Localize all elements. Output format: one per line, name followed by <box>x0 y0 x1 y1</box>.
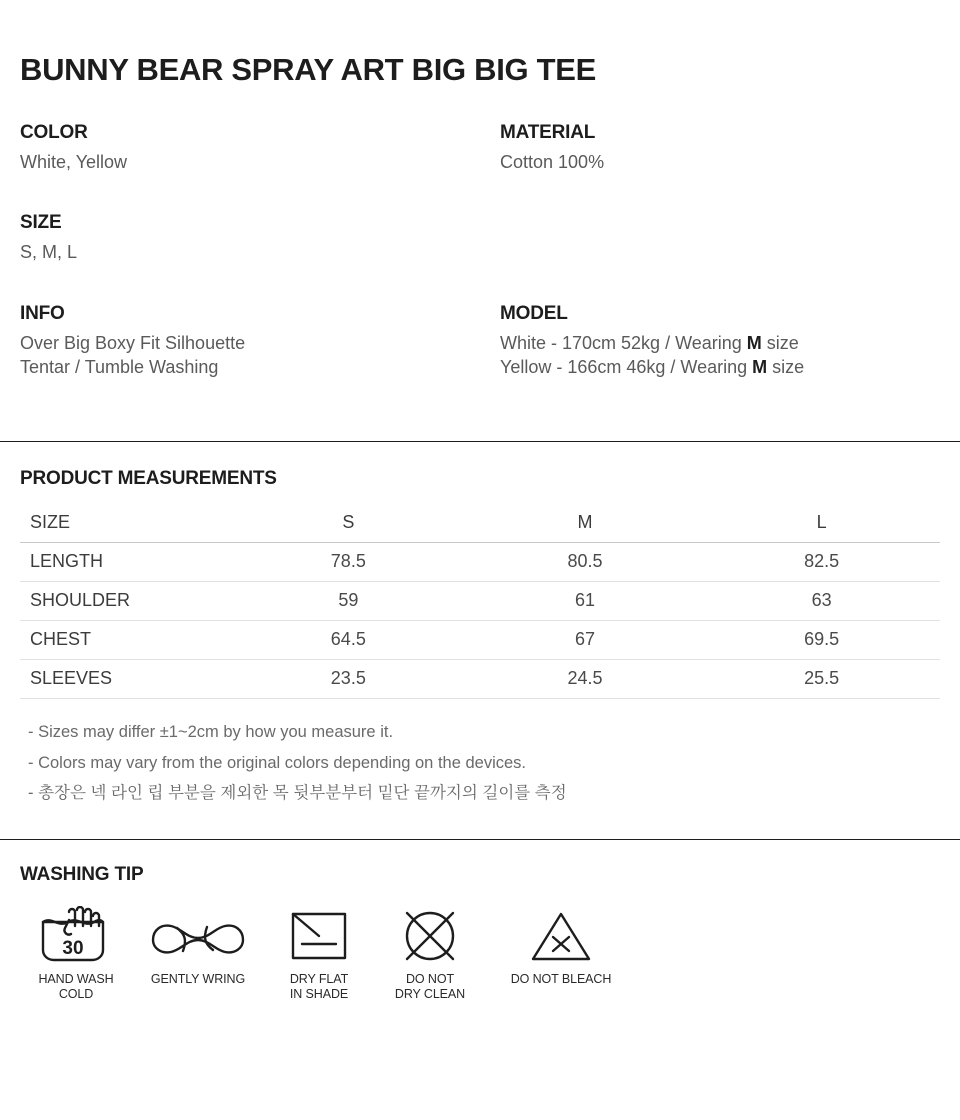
table-row <box>20 582 940 621</box>
spec-info-line-1: Over Big Boxy Fit Silhouette <box>20 332 246 353</box>
washing-item-hand-wash <box>20 904 132 1003</box>
washing-item-caption <box>132 972 264 988</box>
cell-sleeves-m: 24.5 <box>467 660 704 699</box>
spacer <box>20 840 940 864</box>
measurement-notes <box>20 717 940 809</box>
cell-length-s: 78.5 <box>230 543 467 582</box>
hand-wash-temperature: 30 <box>62 937 84 959</box>
model-yellow-size: M <box>752 356 768 377</box>
table-header-row <box>20 504 940 543</box>
model-white-pre: White - 170cm 52kg / Wearing <box>500 332 747 353</box>
model-white-post: size <box>761 332 799 353</box>
measurements-table-head <box>20 504 940 543</box>
table-row <box>20 543 940 582</box>
caption-line-2: DRY CLEAN <box>394 987 466 1002</box>
row-label-length: LENGTH <box>20 543 230 582</box>
spec-empty <box>500 212 940 264</box>
caption-line-1: GENTLY WRING <box>150 971 246 986</box>
cell-chest-l: 69.5 <box>703 621 940 660</box>
spec-material-value: Cotton 100% <box>500 152 605 172</box>
column-header-s: S <box>230 504 467 543</box>
spacer <box>20 265 500 303</box>
washing-item-caption <box>374 972 486 1003</box>
spec-material <box>500 122 940 174</box>
do-not-bleach-icon <box>486 904 636 968</box>
cell-chest-s: 64.5 <box>230 621 467 660</box>
spec-model-line-1 <box>500 331 940 355</box>
caption-line-1: HAND WASH <box>38 971 114 986</box>
washing-tip-section <box>20 864 940 1003</box>
washing-icon-row <box>20 904 940 1003</box>
spec-info <box>20 303 500 380</box>
spec-size-label: SIZE <box>20 212 62 234</box>
spec-material-label: MATERIAL <box>500 122 596 143</box>
cell-shoulder-l: 63 <box>703 582 940 621</box>
spacer <box>500 174 940 212</box>
spacer <box>20 442 940 468</box>
row-label-shoulder: SHOULDER <box>20 582 230 621</box>
row-label-chest: CHEST <box>20 621 230 660</box>
spec-model <box>500 303 940 380</box>
table-row <box>20 621 940 660</box>
column-header-m: M <box>467 504 704 543</box>
row-label-sleeves: SLEEVES <box>20 660 230 699</box>
washing-item-caption <box>486 972 636 988</box>
cell-shoulder-s: 59 <box>230 582 467 621</box>
caption-line-2: IN SHADE <box>289 987 349 1002</box>
dry-flat-in-shade-icon <box>264 904 374 968</box>
spec-color-label: COLOR <box>20 122 88 143</box>
spacer <box>20 809 940 839</box>
washing-tip-heading: WASHING TIP <box>20 863 144 885</box>
note-item: - Colors may vary from the original colors depending on the devices. <box>28 753 526 772</box>
spec-color-value: White, Yellow <box>20 152 128 172</box>
column-header-size: SIZE <box>20 504 230 543</box>
spacer <box>20 174 500 212</box>
cell-sleeves-l: 25.5 <box>703 660 940 699</box>
spacer <box>20 379 940 441</box>
cell-length-l: 82.5 <box>703 543 940 582</box>
caption-line-1: DO NOT <box>405 971 454 986</box>
model-yellow-pre: Yellow - 166cm 46kg / Wearing <box>500 356 753 377</box>
caption-line-1: DRY FLAT <box>289 971 349 986</box>
spec-color <box>20 122 500 174</box>
spec-model-label: MODEL <box>500 302 568 324</box>
washing-item-do-not-bleach <box>486 904 636 988</box>
note-item: - 총장은 넥 라인 립 부분을 제외한 목 뒷부분부터 밑단 끝까지의 길이를 측정 <box>28 784 567 803</box>
column-header-l: L <box>703 504 940 543</box>
table-row <box>20 660 940 699</box>
product-measurements-section <box>20 468 940 809</box>
specification-grid <box>20 122 940 379</box>
measurements-table-body <box>20 543 940 699</box>
cell-length-m: 80.5 <box>467 543 704 582</box>
washing-item-do-not-dry-clean <box>374 904 486 1003</box>
spec-info-line-2: Tentar / Tumble Washing <box>20 356 219 377</box>
washing-item-dry-flat-in-shade <box>264 904 374 1003</box>
do-not-dry-clean-icon <box>374 904 486 968</box>
measurements-table <box>20 504 940 699</box>
measurements-heading: PRODUCT MEASUREMENTS <box>20 468 277 490</box>
note-item: - Sizes may differ ±1~2cm by how you measure it. <box>28 723 394 742</box>
washing-item-caption <box>20 972 132 1003</box>
gently-wring-icon <box>132 904 264 968</box>
spacer <box>500 265 940 303</box>
caption-line-2: COLD <box>58 987 94 1002</box>
page-title: BUNNY BEAR SPRAY ART BIG BIG TEE <box>20 52 597 87</box>
spec-size-value: S, M, L <box>20 242 78 263</box>
cell-chest-m: 67 <box>467 621 704 660</box>
spec-info-label: INFO <box>20 302 65 324</box>
cell-sleeves-s: 23.5 <box>230 660 467 699</box>
model-white-size: M <box>746 332 762 353</box>
hand-wash-icon <box>20 904 132 968</box>
model-yellow-post: size <box>767 356 805 377</box>
washing-item-gently-wring <box>132 904 264 988</box>
spec-size <box>20 212 500 264</box>
washing-item-caption <box>264 972 374 1003</box>
caption-line-1: DO NOT BLEACH <box>510 971 612 986</box>
cell-shoulder-m: 61 <box>467 582 704 621</box>
spec-model-line-2 <box>500 355 940 379</box>
